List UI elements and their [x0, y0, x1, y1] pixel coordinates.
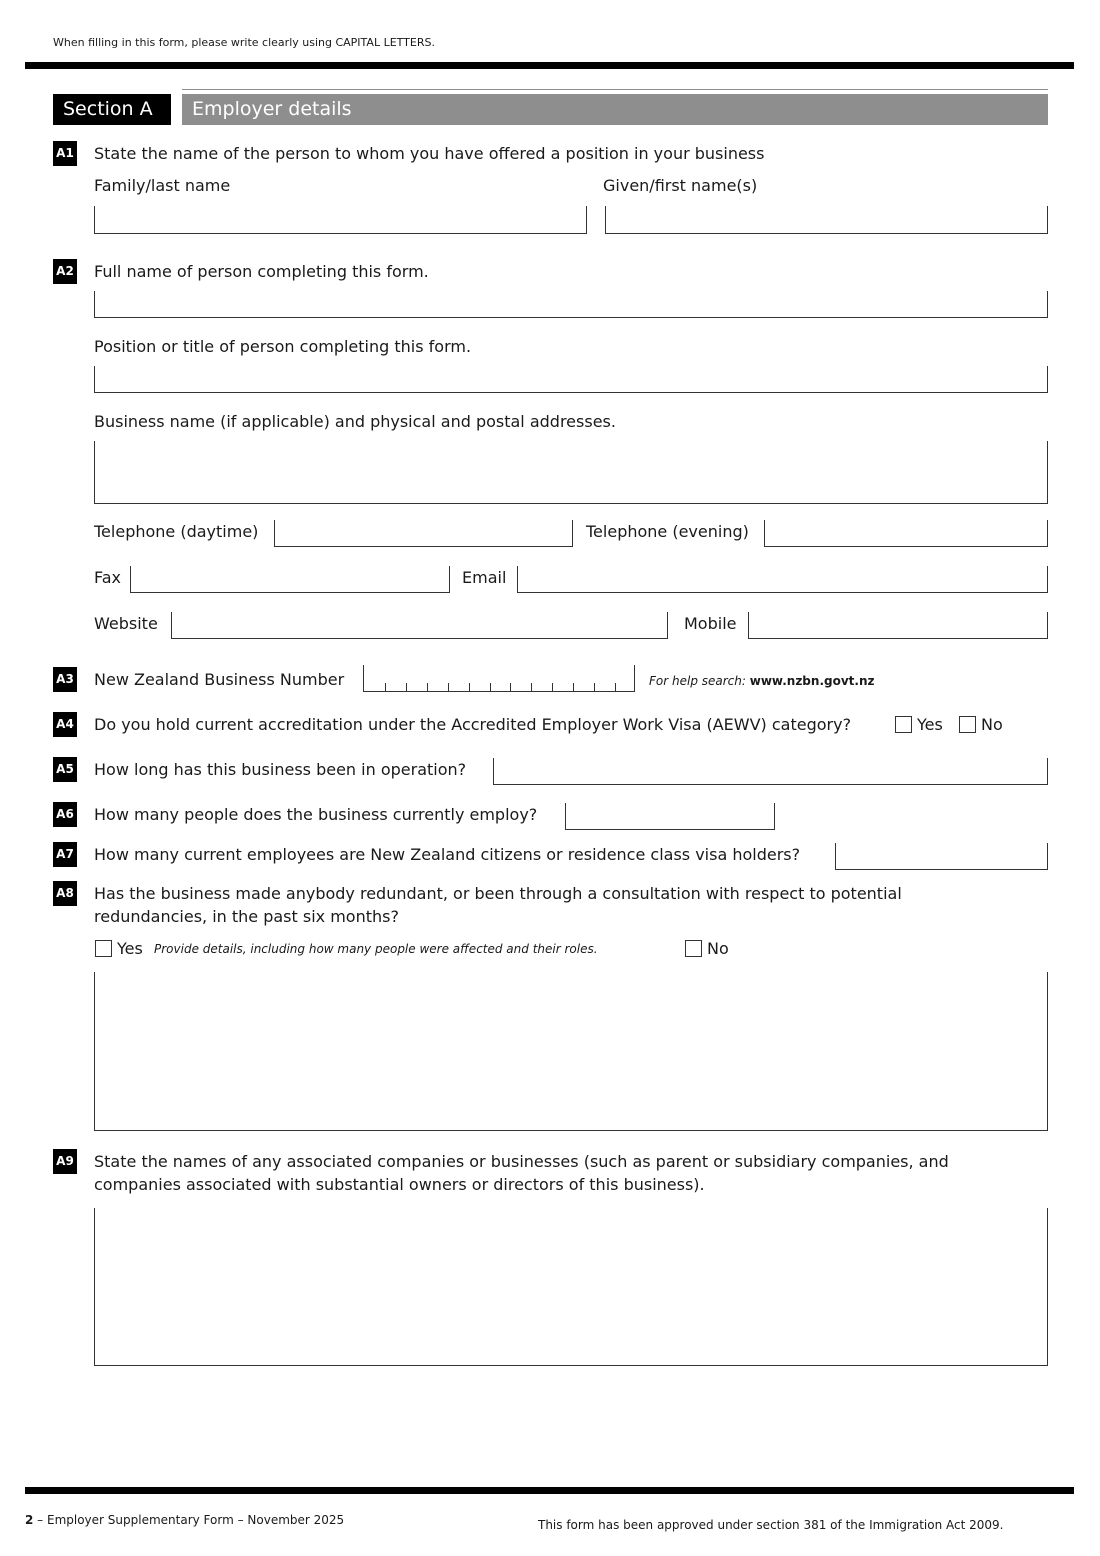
question-badge-a8: A8 — [53, 881, 77, 906]
nzbn-digit-separator — [385, 683, 386, 691]
a2-fax-label: Fax — [94, 568, 122, 587]
bottom-rule — [25, 1487, 1074, 1494]
page-number: 2 — [25, 1513, 34, 1527]
section-title: Employer details — [182, 94, 1048, 125]
nzbn-website-link[interactable]: www.nzbn.govt.nz — [749, 674, 875, 688]
nzbn-digit-separator — [510, 683, 511, 691]
nzbn-digit-separator — [490, 683, 491, 691]
a2-mobile-field[interactable] — [748, 612, 1048, 639]
a2-tel-daytime-label: Telephone (daytime) — [94, 522, 259, 541]
a1-family-name-label: Family/last name — [94, 176, 231, 195]
a6-employee-count-field[interactable] — [565, 803, 775, 830]
a8-redundancy-details-field[interactable] — [94, 972, 1048, 1131]
question-badge-a6: A6 — [53, 802, 77, 827]
a6-question: How many people does the business currently employ? — [94, 805, 538, 824]
footer-left — [25, 1513, 344, 1527]
a2-position-label: Position or title of person completing this form. — [94, 337, 472, 356]
a2-email-label: Email — [462, 568, 507, 587]
footer-form-name: – Employer Supplementary Form – November 2025 — [33, 1513, 345, 1527]
a2-position-field[interactable] — [94, 366, 1048, 393]
a3-help-text — [649, 674, 874, 688]
a3-question: New Zealand Business Number — [94, 670, 345, 689]
a5-operation-duration-field[interactable] — [493, 758, 1048, 785]
a3-nzbn-field[interactable] — [363, 665, 635, 692]
a1-given-name-field[interactable] — [605, 206, 1048, 234]
a4-no-checkbox[interactable] — [959, 716, 976, 733]
top-rule — [25, 62, 1074, 69]
a2-website-field[interactable] — [171, 612, 668, 639]
a4-question: Do you hold current accreditation under the Accredited Employer Work Visa (AEWV) category? — [94, 715, 852, 734]
a2-fax-field[interactable] — [130, 566, 450, 593]
a2-tel-evening-label: Telephone (evening) — [586, 522, 749, 541]
a8-no-checkbox[interactable] — [685, 940, 702, 957]
section-label: Section A — [53, 94, 171, 125]
a7-nz-employees-field[interactable] — [835, 843, 1048, 870]
a2-question: Full name of person completing this form. — [94, 262, 429, 281]
question-badge-a2: A2 — [53, 259, 77, 284]
nzbn-digit-separator — [448, 683, 449, 691]
nzbn-digit-separator — [615, 683, 616, 691]
nzbn-digit-separator — [552, 683, 553, 691]
a4-yes-label: Yes — [917, 715, 943, 734]
a2-website-label: Website — [94, 614, 158, 633]
question-badge-a1: A1 — [53, 141, 77, 166]
a1-family-name-field[interactable] — [94, 206, 587, 234]
a2-tel-evening-field[interactable] — [764, 520, 1048, 547]
question-badge-a9: A9 — [53, 1149, 77, 1174]
a1-question: State the name of the person to whom you have offered a position in your business — [94, 144, 765, 163]
a8-question-line1: Has the business made anybody redundant, or been through a consultation with respect to potential — [94, 884, 902, 903]
a3-help-prefix: For help search: — [649, 674, 750, 688]
a2-tel-daytime-field[interactable] — [274, 520, 573, 547]
nzbn-digit-separator — [531, 683, 532, 691]
nzbn-digit-separator — [427, 683, 428, 691]
a9-question-line1: State the names of any associated companies or businesses (such as parent or subsidiary companies, and — [94, 1152, 949, 1171]
a8-yes-checkbox[interactable] — [95, 940, 112, 957]
nzbn-digit-separator — [469, 683, 470, 691]
footer-approval-note: This form has been approved under section 381 of the Immigration Act 2009. — [538, 1518, 1004, 1532]
a9-question-line2: companies associated with substantial owners or directors of this business). — [94, 1175, 705, 1194]
a2-mobile-label: Mobile — [684, 614, 737, 633]
a5-question: How long has this business been in operation? — [94, 760, 467, 779]
a4-no-label: No — [981, 715, 1003, 734]
nzbn-digit-separator — [573, 683, 574, 691]
question-badge-a7: A7 — [53, 842, 77, 867]
a4-yes-checkbox[interactable] — [895, 716, 912, 733]
a8-yes-label: Yes — [117, 939, 143, 958]
a2-business-label: Business name (if applicable) and physical and postal addresses. — [94, 412, 616, 431]
a9-associated-companies-field[interactable] — [94, 1208, 1048, 1366]
question-badge-a5: A5 — [53, 757, 77, 782]
question-badge-a3: A3 — [53, 667, 77, 692]
a7-question: How many current employees are New Zealand citizens or residence class visa holders? — [94, 845, 801, 864]
a2-full-name-field[interactable] — [94, 291, 1048, 318]
a8-yes-note: Provide details, including how many people were affected and their roles. — [154, 942, 598, 956]
section-title-topline — [182, 89, 1048, 90]
nzbn-digit-separator — [406, 683, 407, 691]
nzbn-digit-separator — [594, 683, 595, 691]
question-badge-a4: A4 — [53, 712, 77, 737]
top-instruction-note: When filling in this form, please write clearly using CAPITAL LETTERS. — [53, 36, 435, 49]
a1-given-name-label: Given/first name(s) — [603, 176, 758, 195]
a8-no-label: No — [707, 939, 729, 958]
a2-email-field[interactable] — [517, 566, 1048, 593]
a8-question-line2: redundancies, in the past six months? — [94, 907, 399, 926]
a2-business-address-field[interactable] — [94, 441, 1048, 504]
